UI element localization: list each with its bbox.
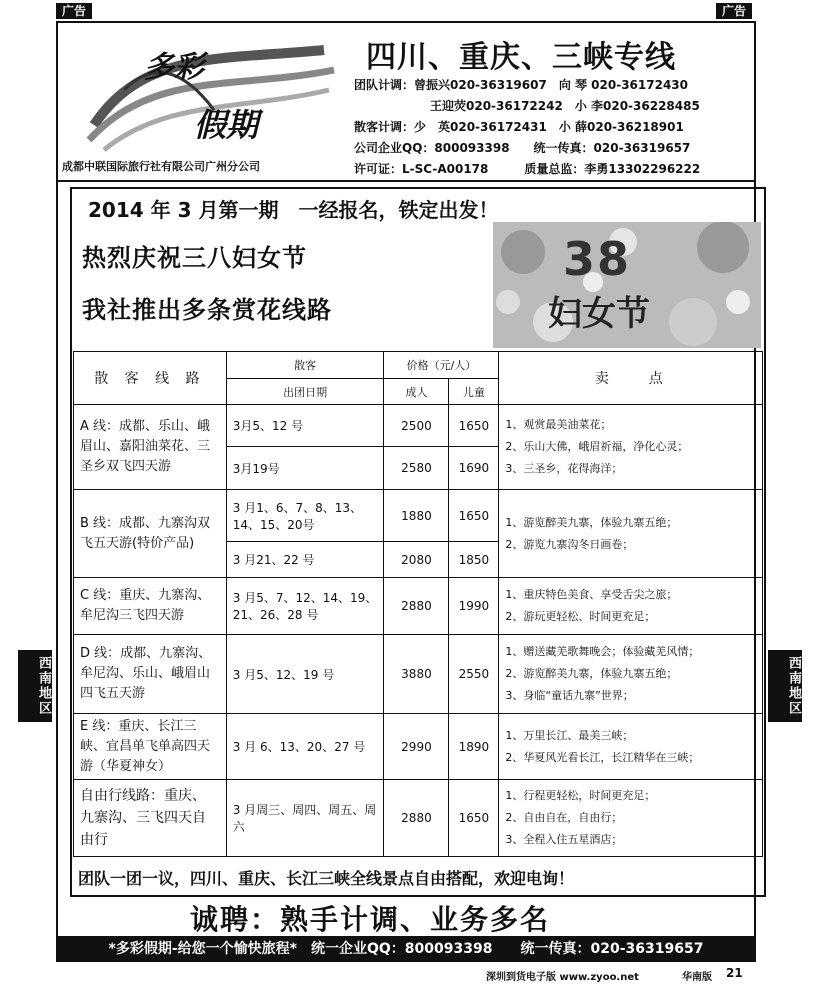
divider — [58, 180, 754, 182]
womens-day-banner — [493, 222, 761, 348]
adult-price: 1880 — [384, 490, 449, 542]
recruit-banner: 诚聘：熟手计调、业务多名 — [190, 903, 551, 936]
routes-table — [73, 351, 763, 857]
banner-text: 妇女节 — [548, 294, 650, 334]
logo-text-2: 假期 — [194, 106, 259, 144]
route-e: E 线：重庆、长江三峡、宜昌单飞单高四天游（华夏神女） — [74, 714, 227, 780]
table-row — [74, 780, 763, 857]
child-price: 1990 — [449, 578, 499, 635]
point: 2、乐山大佛，峨眉祈福，净化心灵； — [505, 440, 689, 453]
contact-row-4: 公司企业QQ：800093398 统一传真：020-36319657 — [354, 141, 691, 155]
child-price: 1650 — [449, 490, 499, 542]
footer-note: 团队一团一议，四川、重庆、长江三峡全线景点自由搭配，欢迎电询！ — [78, 869, 575, 888]
header-price: 价格（元/人） — [384, 352, 499, 379]
child-price: 1650 — [449, 780, 499, 857]
celebrate-line-2: 我社推出多条赏花线路 — [82, 296, 332, 324]
point: 2、游览九寨沟冬日画卷； — [505, 537, 634, 551]
table-row — [74, 578, 763, 635]
child-price: 1650 — [449, 405, 499, 447]
route-c: C 线：重庆、九寨沟、牟尼沟三飞四天游 — [74, 578, 227, 635]
point: 3、身临“童话九寨”世界； — [505, 689, 634, 702]
point: 1、赠送藏羌歌舞晚会；体验藏羌风情； — [505, 645, 700, 658]
ad-label-left: 广告 — [56, 3, 92, 19]
selling-points — [499, 578, 763, 635]
header-group: 散客 — [226, 352, 384, 379]
table-row — [74, 714, 763, 780]
header-date: 出团日期 — [226, 379, 384, 405]
header-points: 卖 点 — [499, 352, 763, 405]
page-number: 21 — [726, 966, 743, 980]
contact-row-2: 王迎荧020-36172242 小 李020-36228485 — [430, 99, 700, 113]
date-cell: 3月5、12 号 — [226, 405, 384, 447]
adult-price: 2990 — [384, 714, 449, 780]
bottom-bar: *多彩假期-给您一个愉快旅程* 统一企业QQ：800093398 统一传真：020-36319657 — [56, 936, 756, 962]
adult-price: 3880 — [384, 635, 449, 714]
route-d: D 线：成都、九寨沟、牟尼沟、乐山、峨眉山四飞五天游 — [74, 635, 227, 714]
page-footer-site: 深圳到货电子版 www.zyoo.net — [486, 972, 639, 983]
child-price: 1850 — [449, 542, 499, 578]
point: 2、华夏风光看长江，长江精华在三峡； — [505, 750, 700, 764]
point: 1、重庆特色美食、享受舌尖之旅； — [505, 588, 678, 601]
adult-price: 2880 — [384, 780, 449, 857]
selling-points — [499, 635, 763, 714]
side-tab-left: 西南地区 — [18, 650, 52, 722]
point: 1、游览醉美九寨，体验九寨五绝； — [505, 515, 678, 529]
table-row — [74, 635, 763, 714]
adult-price: 2880 — [384, 578, 449, 635]
point: 3、全程入住五星酒店； — [505, 833, 623, 846]
route-free: 自由行线路：重庆、九寨沟、三飞四天自由行 — [74, 780, 227, 857]
adult-price: 2500 — [384, 405, 449, 447]
table-row — [74, 405, 763, 447]
date-cell: 3 月 6、13、20、27 号 — [226, 714, 384, 780]
date-cell: 3月19号 — [226, 447, 384, 490]
child-price: 1890 — [449, 714, 499, 780]
date-cell: 3 月21、22 号 — [226, 542, 384, 578]
point: 1、万里长江、最美三峡； — [505, 728, 634, 742]
point: 2、自由自在，自由行； — [505, 811, 623, 824]
point: 2、游览醉美九寨，体验九寨五绝； — [505, 667, 678, 680]
logo-text-1: 多彩 — [144, 50, 204, 85]
contact-row-5: 许可证：L-SC-A00178 质量总监：李勇13302296222 — [354, 162, 701, 176]
page-title: 四川、重庆、三峡专线 — [366, 40, 676, 75]
date-cell: 3 月5、12、19 号 — [226, 635, 384, 714]
point: 3、三圣乡，花得海洋； — [505, 462, 623, 475]
point: 1、观赏最美油菜花； — [505, 418, 612, 431]
route-b: B 线：成都、九寨沟双飞五天游(特价产品) — [74, 490, 227, 578]
page-footer-region: 华南版 — [682, 972, 712, 983]
route-a: A 线：成都、乐山、峨眉山、嘉阳油菜花、三圣乡双飞四天游 — [74, 405, 227, 490]
headline: 2014 年 3 月第一期 一经报名，铁定出发！ — [88, 198, 499, 222]
selling-points — [499, 780, 763, 857]
date-cell: 3 月5、7、12、14、19、21、26、28 号 — [226, 578, 384, 635]
child-price: 2550 — [449, 635, 499, 714]
header-adult: 成人 — [384, 379, 449, 405]
adult-price: 2580 — [384, 447, 449, 490]
banner-number: 38 — [563, 232, 632, 286]
header-child: 儿童 — [449, 379, 499, 405]
side-tab-right: 西南地区 — [768, 650, 802, 722]
date-cell: 3 月1、6、7、8、13、14、15、20号 — [226, 490, 384, 542]
point: 1、行程更轻松，时间更充足； — [505, 789, 656, 802]
ad-label-right: 广告 — [716, 3, 752, 19]
logo — [64, 30, 344, 160]
adult-price: 2080 — [384, 542, 449, 578]
celebrate-line-1: 热烈庆祝三八妇女节 — [82, 244, 307, 272]
contact-row-1: 团队计调：曾振兴020-36319607 向 琴 020-36172430 — [354, 78, 689, 92]
contact-row-3: 散客计调：少 英020-36172431 小 薛020-36218901 — [354, 120, 684, 134]
table-row — [74, 490, 763, 542]
selling-points — [499, 714, 763, 780]
company-name: 成都中联国际旅行社有限公司广州分公司 — [62, 160, 260, 173]
date-cell: 3 月周三、周四、周五、周六 — [226, 780, 384, 857]
child-price: 1690 — [449, 447, 499, 490]
header-route: 散 客 线 路 — [74, 352, 227, 405]
point: 2、游玩更轻松、时间更充足； — [505, 610, 656, 623]
selling-points — [499, 405, 763, 490]
selling-points — [499, 490, 763, 578]
